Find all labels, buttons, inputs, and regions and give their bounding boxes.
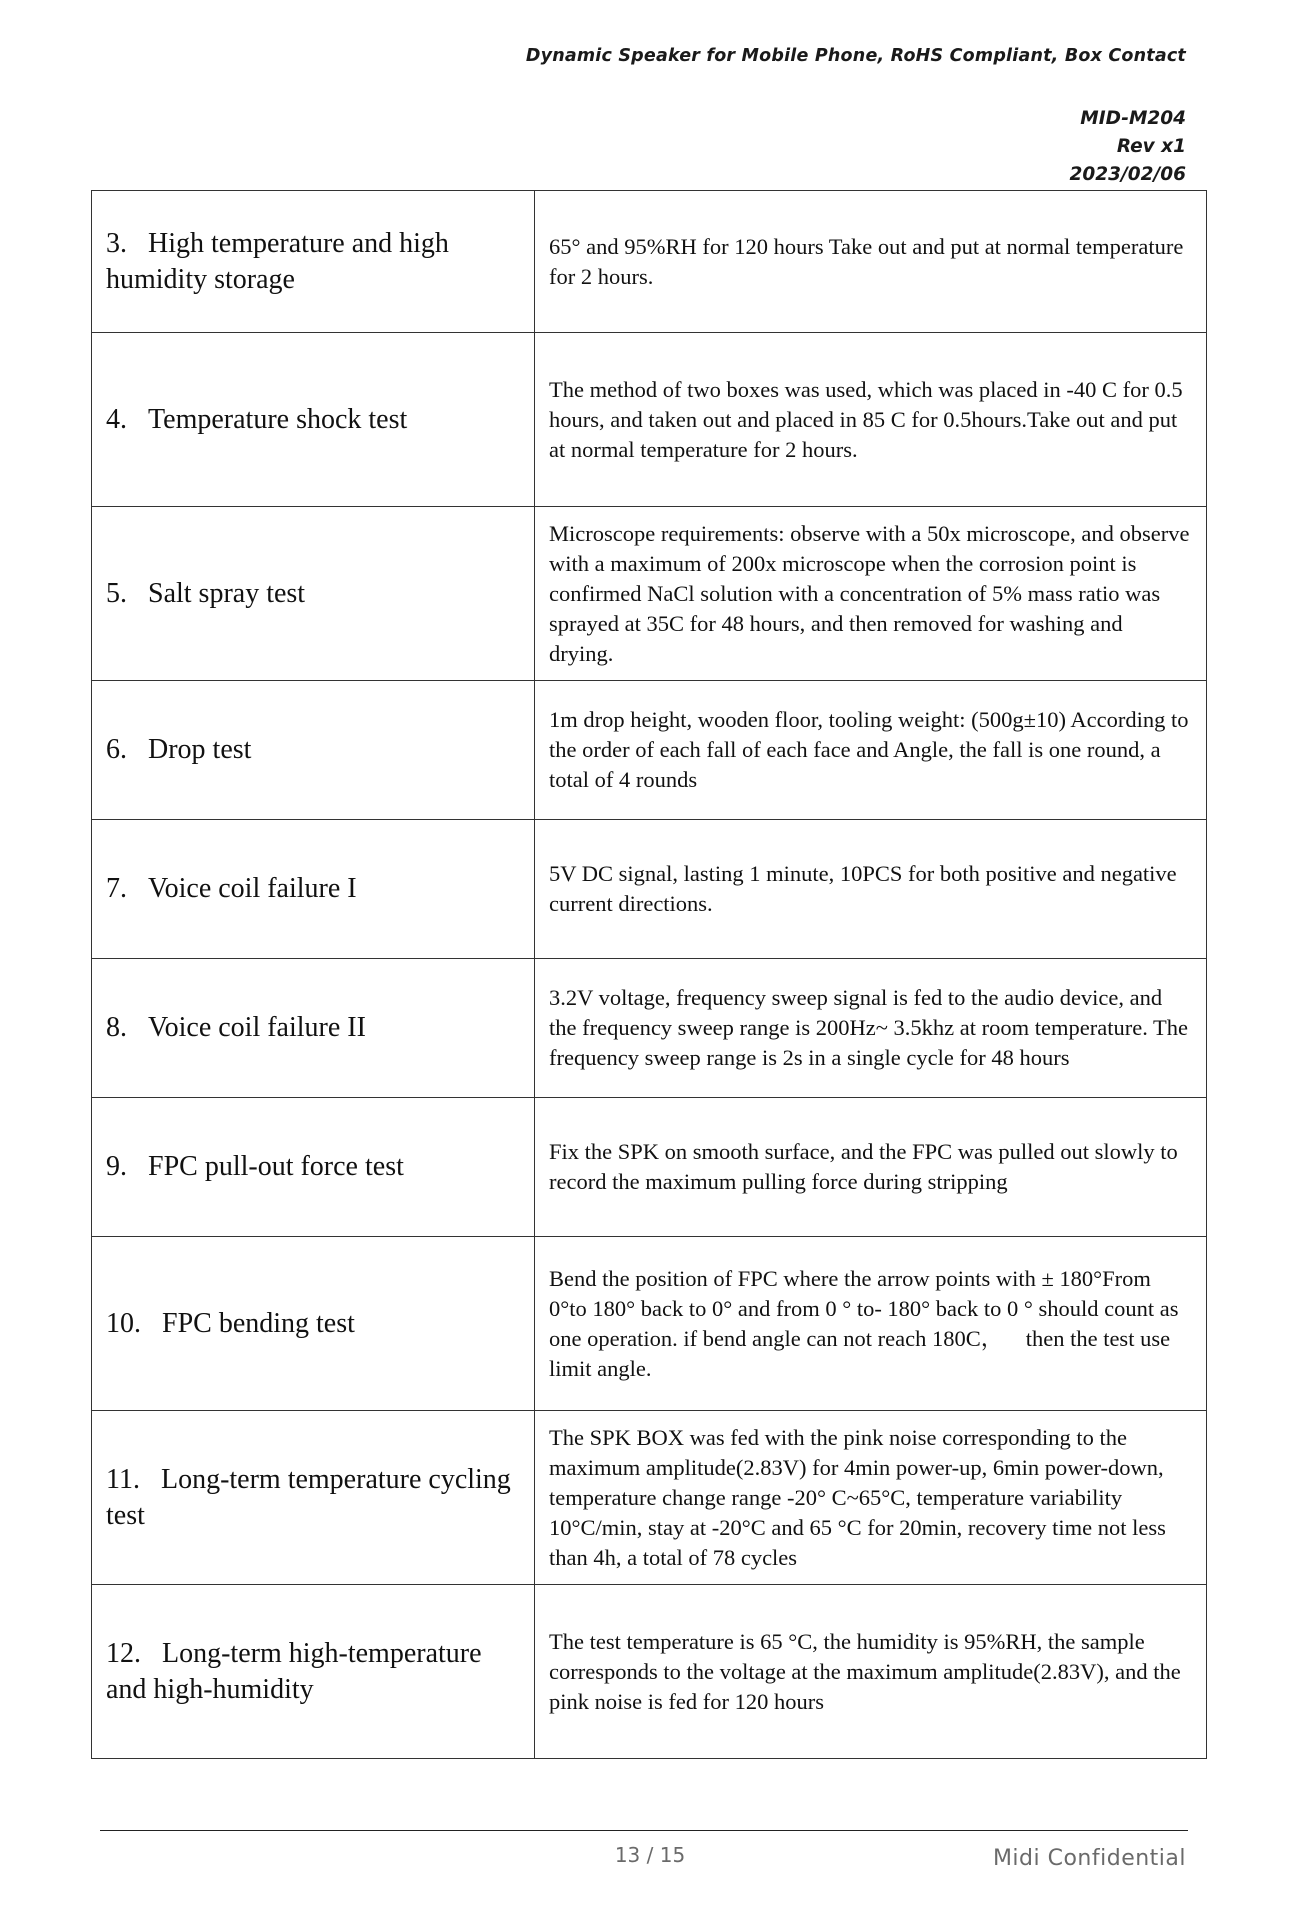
document-date: 2023/02/06 bbox=[1069, 164, 1186, 185]
document-id: MID-M204 bbox=[1080, 108, 1186, 129]
test-item-description: 1m drop height, wooden floor, tooling weight: (500g±10) According to the order of each fall of each face and Angle, the fall is one round, a total of 4 rounds bbox=[535, 681, 1207, 820]
test-item-name: 9. FPC pull-out force test bbox=[92, 1098, 535, 1237]
test-item-name: 4. Temperature shock test bbox=[92, 333, 535, 507]
table-row bbox=[92, 1585, 1207, 1759]
test-item-name: 6. Drop test bbox=[92, 681, 535, 820]
table-row bbox=[92, 1411, 1207, 1585]
test-item-description: The SPK BOX was fed with the pink noise corresponding to the maximum amplitude(2.83V) for 4min power-up, 6min power-down, temperature change range -20° C~65°C, temperature variability 10°C/min, stay at -20°C and 65 °C for 20min, recovery time not less than 4h, a total of 78 cycles bbox=[535, 1411, 1207, 1585]
test-item-name: 8. Voice coil failure II bbox=[92, 959, 535, 1098]
test-item-description: The test temperature is 65 °C, the humidity is 95%RH, the sample corresponds to the voltage at the maximum amplitude(2.83V), and the pink noise is fed for 120 hours bbox=[535, 1585, 1207, 1759]
footer-divider bbox=[100, 1830, 1188, 1831]
table-row bbox=[92, 681, 1207, 820]
test-item-description: 65° and 95%RH for 120 hours Take out and put at normal temperature for 2 hours. bbox=[535, 191, 1207, 333]
document-meta bbox=[1070, 105, 1187, 189]
table-row bbox=[92, 1237, 1207, 1411]
test-item-name: 3. High temperature and high humidity storage bbox=[92, 191, 535, 333]
test-item-description: Bend the position of FPC where the arrow points with ± 180°From 0°to 180° back to 0° and from 0 ° to- 180° back to 0 ° should count as one operation. if bend angle can not reach 180C， then the test use limit angle. bbox=[535, 1237, 1207, 1411]
test-item-name: 7. Voice coil failure I bbox=[92, 820, 535, 959]
test-item-description: 3.2V voltage, frequency sweep signal is fed to the audio device, and the frequency sweep range is 200Hz~ 3.5khz at room temperature. The frequency sweep range is 2s in a single cycle for 48 hours bbox=[535, 959, 1207, 1098]
table-row bbox=[92, 959, 1207, 1098]
document-title: Dynamic Speaker for Mobile Phone, RoHS Compliant, Box Contact bbox=[525, 46, 1186, 66]
test-item-description: The method of two boxes was used, which was placed in -40 C for 0.5 hours, and taken out and placed in 85 C for 0.5hours.Take out and put at normal temperature for 2 hours. bbox=[535, 333, 1207, 507]
test-item-name: 11. Long-term temperature cycling test bbox=[92, 1411, 535, 1585]
test-item-name: 10. FPC bending test bbox=[92, 1237, 535, 1411]
test-item-name: 12. Long-term high-temperature and high-humidity bbox=[92, 1585, 535, 1759]
table-row bbox=[92, 820, 1207, 959]
confidential-label: Midi Confidential bbox=[992, 1846, 1186, 1871]
test-item-name: 5. Salt spray test bbox=[92, 507, 535, 681]
reliability-test-table bbox=[91, 190, 1207, 1759]
page-number: 13 / 15 bbox=[614, 1843, 686, 1867]
test-item-description: Microscope requirements: observe with a 50x microscope, and observe with a maximum of 200x microscope when the corrosion point is confirmed NaCl solution with a concentration of 5% mass ratio was sprayed at 35C for 48 hours, and then removed for washing and drying. bbox=[535, 507, 1207, 681]
test-item-description: Fix the SPK on smooth surface, and the FPC was pulled out slowly to record the maximum pulling force during stripping bbox=[535, 1098, 1207, 1237]
table-row bbox=[92, 1098, 1207, 1237]
document-revision: Rev x1 bbox=[1116, 136, 1186, 157]
test-item-description: 5V DC signal, lasting 1 minute, 10PCS for both positive and negative current directions. bbox=[535, 820, 1207, 959]
table-row bbox=[92, 333, 1207, 507]
table-row bbox=[92, 507, 1207, 681]
table-row bbox=[92, 191, 1207, 333]
